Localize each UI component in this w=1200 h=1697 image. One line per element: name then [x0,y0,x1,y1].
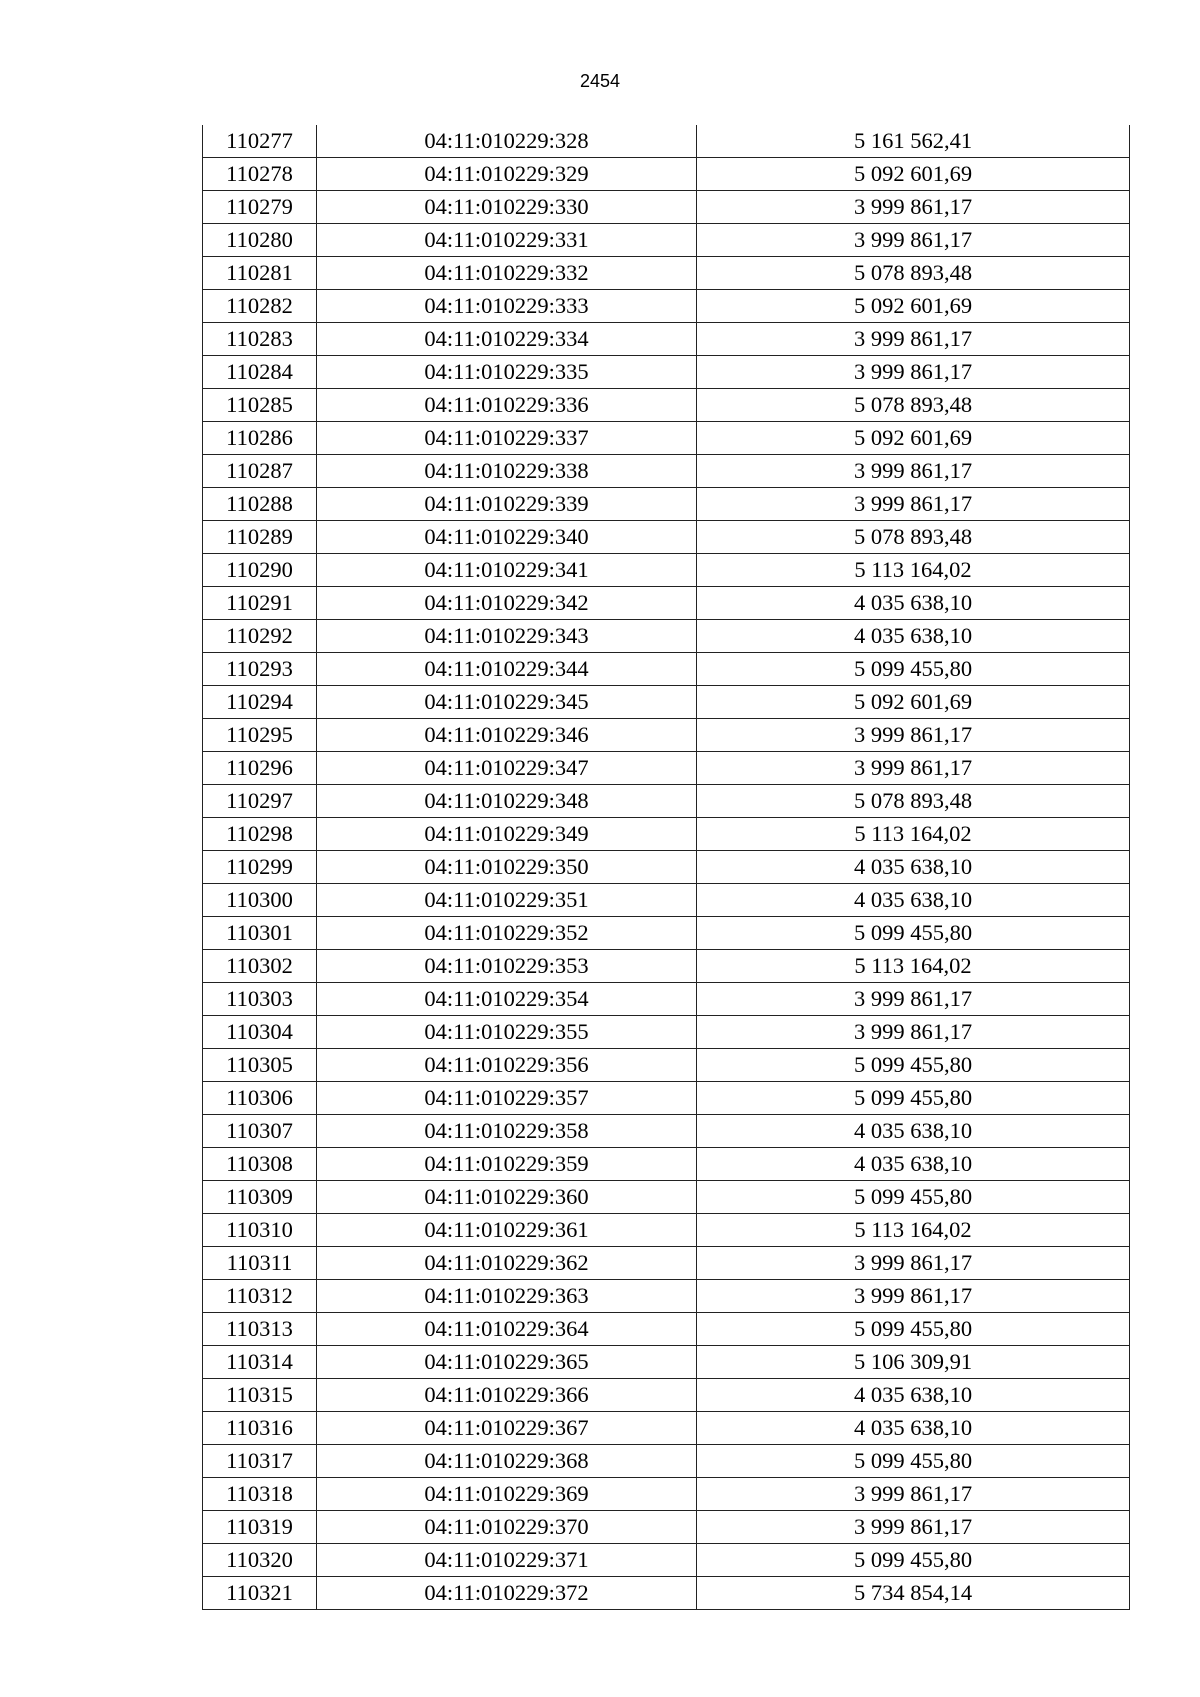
row-number-cell: 110284 [203,356,317,389]
cadastral-number-cell: 04:11:010229:361 [317,1214,697,1247]
table-row [203,455,1130,488]
value-cell: 5 099 455,80 [697,1313,1130,1346]
table-row [203,686,1130,719]
row-number-cell: 110298 [203,818,317,851]
cadastral-number-cell: 04:11:010229:352 [317,917,697,950]
row-number-cell: 110316 [203,1412,317,1445]
value-cell: 4 035 638,10 [697,884,1130,917]
row-number-cell: 110312 [203,1280,317,1313]
cadastral-number-cell: 04:11:010229:367 [317,1412,697,1445]
cadastral-number-cell: 04:11:010229:332 [317,257,697,290]
row-number-cell: 110310 [203,1214,317,1247]
cadastral-number-cell: 04:11:010229:335 [317,356,697,389]
row-number-cell: 110288 [203,488,317,521]
table-row [203,1148,1130,1181]
cadastral-number-cell: 04:11:010229:366 [317,1379,697,1412]
cadastral-number-cell: 04:11:010229:370 [317,1511,697,1544]
value-cell: 5 099 455,80 [697,1445,1130,1478]
data-table [202,125,1130,1610]
row-number-cell: 110315 [203,1379,317,1412]
value-cell: 4 035 638,10 [697,851,1130,884]
cadastral-number-cell: 04:11:010229:333 [317,290,697,323]
table-row [203,1511,1130,1544]
table-row [203,1280,1130,1313]
value-cell: 5 161 562,41 [697,125,1130,158]
cadastral-number-cell: 04:11:010229:372 [317,1577,697,1610]
table-row [203,1478,1130,1511]
row-number-cell: 110281 [203,257,317,290]
cadastral-number-cell: 04:11:010229:359 [317,1148,697,1181]
table-row [203,1016,1130,1049]
value-cell: 5 113 164,02 [697,554,1130,587]
cadastral-number-cell: 04:11:010229:330 [317,191,697,224]
cadastral-number-cell: 04:11:010229:343 [317,620,697,653]
value-cell: 3 999 861,17 [697,1016,1130,1049]
cadastral-number-cell: 04:11:010229:353 [317,950,697,983]
cadastral-number-cell: 04:11:010229:351 [317,884,697,917]
cadastral-number-cell: 04:11:010229:340 [317,521,697,554]
cadastral-number-cell: 04:11:010229:368 [317,1445,697,1478]
value-cell: 5 113 164,02 [697,950,1130,983]
row-number-cell: 110283 [203,323,317,356]
table-row [203,1544,1130,1577]
row-number-cell: 110279 [203,191,317,224]
cadastral-number-cell: 04:11:010229:334 [317,323,697,356]
table-row [203,521,1130,554]
table-row [203,1115,1130,1148]
row-number-cell: 110313 [203,1313,317,1346]
cadastral-number-cell: 04:11:010229:358 [317,1115,697,1148]
table-row [203,653,1130,686]
value-cell: 5 099 455,80 [697,653,1130,686]
table-row [203,983,1130,1016]
table-row [203,191,1130,224]
value-cell: 3 999 861,17 [697,1511,1130,1544]
table-row [203,785,1130,818]
row-number-cell: 110293 [203,653,317,686]
table-row [203,323,1130,356]
table-row [203,158,1130,191]
value-cell: 5 078 893,48 [697,785,1130,818]
table-row [203,620,1130,653]
value-cell: 5 099 455,80 [697,1082,1130,1115]
table-row [203,1181,1130,1214]
cadastral-number-cell: 04:11:010229:349 [317,818,697,851]
table-row [203,488,1130,521]
row-number-cell: 110309 [203,1181,317,1214]
table-row [203,554,1130,587]
row-number-cell: 110280 [203,224,317,257]
row-number-cell: 110292 [203,620,317,653]
cadastral-number-cell: 04:11:010229:329 [317,158,697,191]
cadastral-number-cell: 04:11:010229:360 [317,1181,697,1214]
table-row [203,224,1130,257]
row-number-cell: 110282 [203,290,317,323]
row-number-cell: 110318 [203,1478,317,1511]
cadastral-number-cell: 04:11:010229:336 [317,389,697,422]
value-cell: 5 099 455,80 [697,1049,1130,1082]
table-row [203,917,1130,950]
table-row [203,587,1130,620]
cadastral-number-cell: 04:11:010229:363 [317,1280,697,1313]
row-number-cell: 110321 [203,1577,317,1610]
cadastral-number-cell: 04:11:010229:339 [317,488,697,521]
value-cell: 4 035 638,10 [697,1148,1130,1181]
table-row [203,356,1130,389]
value-cell: 3 999 861,17 [697,488,1130,521]
cadastral-number-cell: 04:11:010229:365 [317,1346,697,1379]
table-row [203,851,1130,884]
value-cell: 3 999 861,17 [697,983,1130,1016]
value-cell: 5 078 893,48 [697,521,1130,554]
cadastral-number-cell: 04:11:010229:331 [317,224,697,257]
row-number-cell: 110301 [203,917,317,950]
cadastral-number-cell: 04:11:010229:341 [317,554,697,587]
row-number-cell: 110305 [203,1049,317,1082]
value-cell: 5 113 164,02 [697,818,1130,851]
value-cell: 5 092 601,69 [697,422,1130,455]
row-number-cell: 110295 [203,719,317,752]
row-number-cell: 110304 [203,1016,317,1049]
table-row [203,1577,1130,1610]
value-cell: 3 999 861,17 [697,1247,1130,1280]
value-cell: 5 113 164,02 [697,1214,1130,1247]
row-number-cell: 110287 [203,455,317,488]
cadastral-number-cell: 04:11:010229:346 [317,719,697,752]
value-cell: 4 035 638,10 [697,1115,1130,1148]
value-cell: 4 035 638,10 [697,1412,1130,1445]
value-cell: 4 035 638,10 [697,620,1130,653]
row-number-cell: 110306 [203,1082,317,1115]
row-number-cell: 110277 [203,125,317,158]
value-cell: 3 999 861,17 [697,1478,1130,1511]
table-row [203,1247,1130,1280]
cadastral-number-cell: 04:11:010229:338 [317,455,697,488]
cadastral-number-cell: 04:11:010229:356 [317,1049,697,1082]
table-row [203,257,1130,290]
value-cell: 5 078 893,48 [697,257,1130,290]
row-number-cell: 110307 [203,1115,317,1148]
row-number-cell: 110278 [203,158,317,191]
row-number-cell: 110314 [203,1346,317,1379]
cadastral-number-cell: 04:11:010229:337 [317,422,697,455]
row-number-cell: 110290 [203,554,317,587]
table-row [203,752,1130,785]
value-cell: 3 999 861,17 [697,224,1130,257]
row-number-cell: 110308 [203,1148,317,1181]
table-row [203,1214,1130,1247]
value-cell: 3 999 861,17 [697,752,1130,785]
table-row [203,950,1130,983]
cadastral-number-cell: 04:11:010229:364 [317,1313,697,1346]
row-number-cell: 110311 [203,1247,317,1280]
cadastral-number-cell: 04:11:010229:348 [317,785,697,818]
row-number-cell: 110319 [203,1511,317,1544]
row-number-cell: 110285 [203,389,317,422]
cadastral-number-cell: 04:11:010229:347 [317,752,697,785]
cadastral-number-cell: 04:11:010229:355 [317,1016,697,1049]
table-row [203,1445,1130,1478]
row-number-cell: 110299 [203,851,317,884]
cadastral-number-cell: 04:11:010229:350 [317,851,697,884]
page-number: 2454 [579,71,621,91]
value-cell: 5 099 455,80 [697,1544,1130,1577]
table-row [203,389,1130,422]
table-row [203,1313,1130,1346]
value-cell: 5 734 854,14 [697,1577,1130,1610]
cadastral-number-cell: 04:11:010229:328 [317,125,697,158]
table-row [203,719,1130,752]
value-cell: 5 099 455,80 [697,1181,1130,1214]
table-row [203,422,1130,455]
value-cell: 5 099 455,80 [697,917,1130,950]
value-cell: 3 999 861,17 [697,323,1130,356]
value-cell: 5 078 893,48 [697,389,1130,422]
table-row [203,884,1130,917]
row-number-cell: 110289 [203,521,317,554]
value-cell: 5 092 601,69 [697,158,1130,191]
cadastral-number-cell: 04:11:010229:362 [317,1247,697,1280]
table-row [203,818,1130,851]
row-number-cell: 110286 [203,422,317,455]
cadastral-number-cell: 04:11:010229:345 [317,686,697,719]
table-row [203,1346,1130,1379]
value-cell: 5 092 601,69 [697,686,1130,719]
cadastral-number-cell: 04:11:010229:354 [317,983,697,1016]
table-row [203,1082,1130,1115]
table-row [203,125,1130,158]
value-cell: 3 999 861,17 [697,191,1130,224]
table-row [203,1379,1130,1412]
row-number-cell: 110320 [203,1544,317,1577]
row-number-cell: 110302 [203,950,317,983]
value-cell: 5 106 309,91 [697,1346,1130,1379]
cadastral-number-cell: 04:11:010229:344 [317,653,697,686]
row-number-cell: 110291 [203,587,317,620]
row-number-cell: 110303 [203,983,317,1016]
value-cell: 3 999 861,17 [697,1280,1130,1313]
table-row [203,1412,1130,1445]
row-number-cell: 110296 [203,752,317,785]
value-cell: 3 999 861,17 [697,719,1130,752]
row-number-cell: 110300 [203,884,317,917]
value-cell: 5 092 601,69 [697,290,1130,323]
value-cell: 3 999 861,17 [697,455,1130,488]
row-number-cell: 110317 [203,1445,317,1478]
cadastral-number-cell: 04:11:010229:369 [317,1478,697,1511]
row-number-cell: 110297 [203,785,317,818]
table-body [203,125,1130,1610]
cadastral-number-cell: 04:11:010229:342 [317,587,697,620]
value-cell: 4 035 638,10 [697,587,1130,620]
value-cell: 4 035 638,10 [697,1379,1130,1412]
value-cell: 3 999 861,17 [697,356,1130,389]
cadastral-number-cell: 04:11:010229:357 [317,1082,697,1115]
row-number-cell: 110294 [203,686,317,719]
table-row [203,1049,1130,1082]
table-row [203,290,1130,323]
cadastral-number-cell: 04:11:010229:371 [317,1544,697,1577]
